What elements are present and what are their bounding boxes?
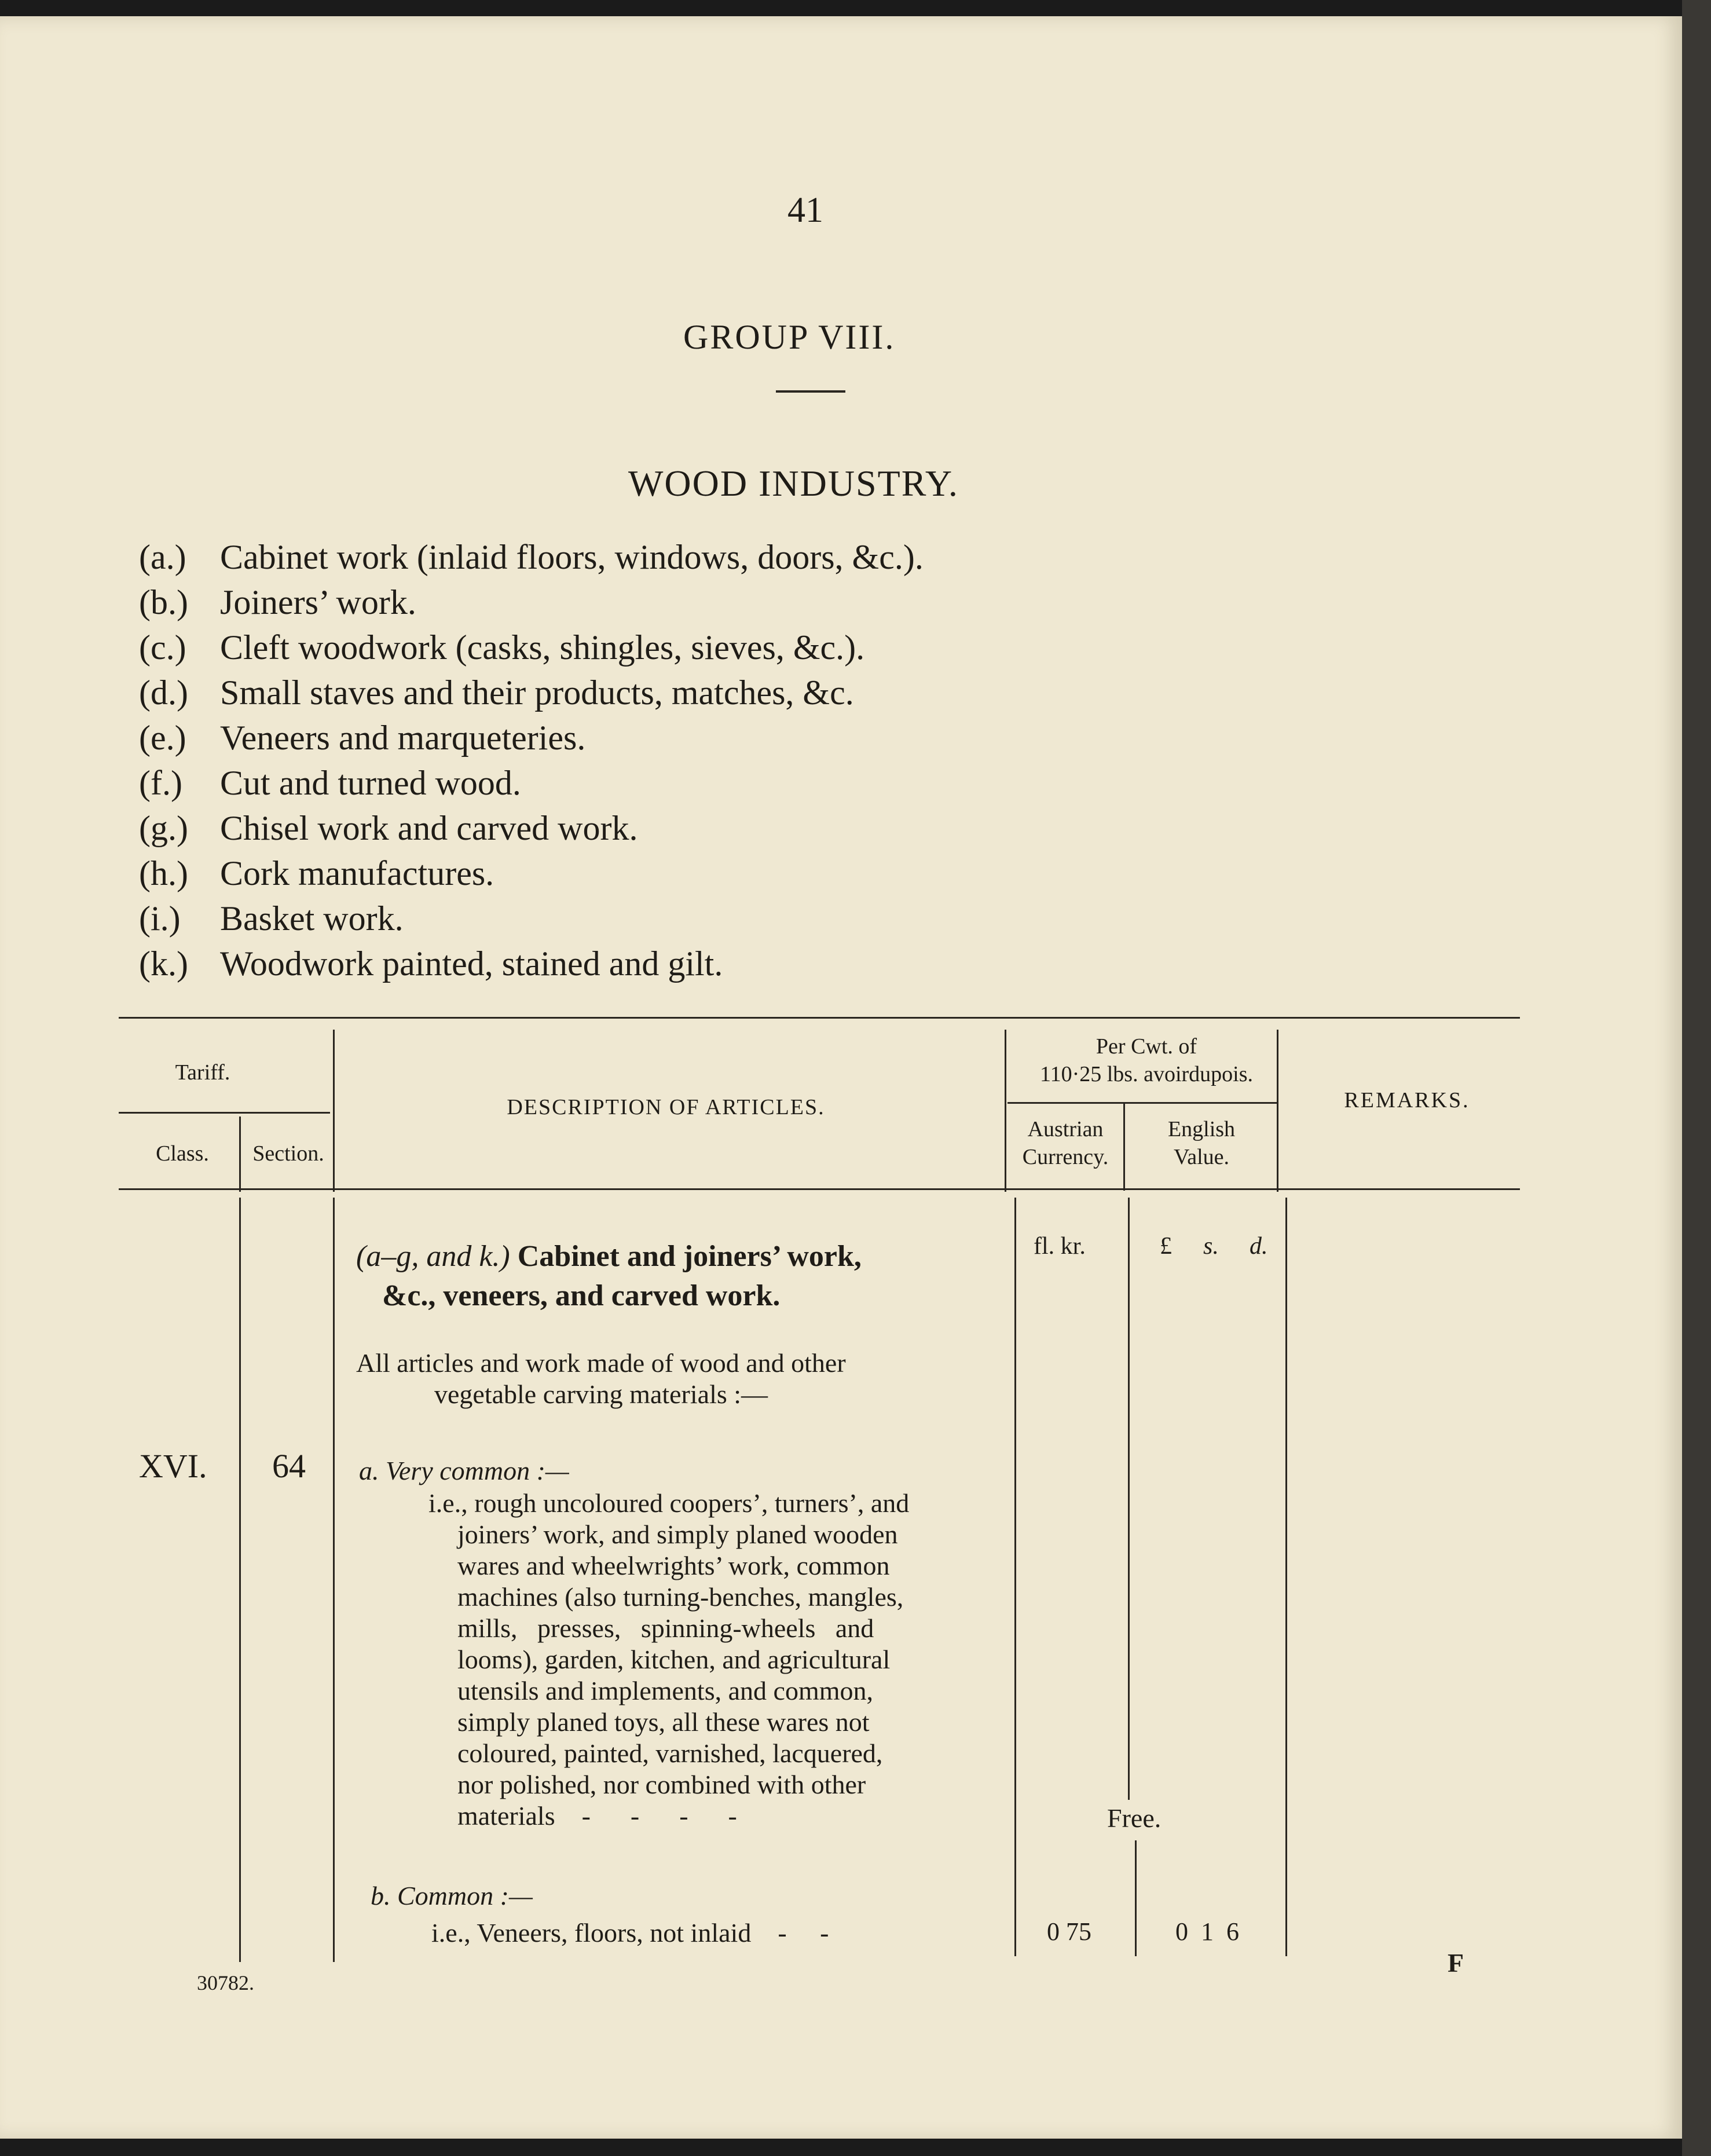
category-text: Woodwork painted, stained and gilt. (220, 945, 723, 983)
unit-pence: d. (1250, 1233, 1268, 1260)
header-description: DESCRIPTION OF ARTICLES. (507, 1095, 825, 1119)
category-letter: (h.) (139, 854, 188, 892)
unit-shilling: s. (1203, 1233, 1219, 1260)
unit-austrian: fl. kr. (1034, 1233, 1086, 1260)
entry-heading-line2: &c., veneers, and carved work. (382, 1279, 781, 1312)
document-page (0, 16, 1682, 2139)
sub-a-line-5: mills, presses, spinning-wheels and (457, 1613, 874, 1643)
category-letter: (c.) (139, 628, 186, 667)
category-item (139, 806, 924, 851)
description-left-divider (333, 1198, 335, 1962)
sub-b-line: i.e., Veneers, floors, not inlaid - - (431, 1918, 829, 1948)
sub-a-line-2: joiners’ work, and simply planed wooden (457, 1520, 898, 1549)
sub-a-line-7: utensils and implements, and common, (457, 1676, 874, 1705)
header-class: Class. (156, 1141, 209, 1166)
category-text: Joiners’ work. (220, 583, 416, 621)
category-text: Basket work. (220, 899, 404, 938)
category-text: Small staves and their products, matches, &c. (220, 673, 854, 712)
entry-heading-line1 (356, 1238, 862, 1275)
header-per-cwt-line2: 110·25 lbs. avoirdupois. (1039, 1062, 1253, 1086)
header-english-line1: English (1167, 1117, 1236, 1141)
sub-a-line-1: i.e., rough uncoloured coopers’, turners’, and (428, 1488, 910, 1518)
sub-a-line-10: nor polished, nor combined with other (457, 1770, 866, 1799)
austrian-english-divider-lower (1135, 1840, 1137, 1956)
sub-b-austrian-value: 0 75 (1047, 1917, 1091, 1946)
category-item (139, 851, 924, 896)
sub-a-line-11: materials - - - - (457, 1801, 737, 1831)
category-item (139, 896, 924, 941)
header-english-line2: Value. (1173, 1145, 1230, 1169)
austrian-english-divider (1128, 1198, 1130, 1800)
footer-code: 30782. (197, 1971, 254, 1994)
entry-intro-line1: All articles and work made of wood and other (356, 1348, 846, 1378)
category-item (139, 941, 924, 986)
header-remarks: REMARKS. (1344, 1088, 1470, 1112)
sub-a-line-9: coloured, painted, varnished, lacquered, (457, 1738, 883, 1768)
header-section: Section. (252, 1141, 324, 1166)
header-per-cwt-line1: Per Cwt. of (1096, 1034, 1197, 1059)
class-section-divider-header (239, 1117, 241, 1192)
sub-a-line-4: machines (also turning-benches, mangles, (457, 1582, 904, 1612)
header-austrian-line1: Austrian (1027, 1117, 1104, 1141)
category-letter: (d.) (139, 673, 188, 712)
description-left-divider-header (333, 1030, 335, 1192)
table-header-bottom-rule (119, 1188, 1520, 1190)
tariff-subrule (119, 1112, 330, 1114)
remarks-left-divider-header (1277, 1030, 1278, 1192)
remarks-left-divider (1285, 1198, 1287, 1956)
entry-section: 64 (272, 1447, 306, 1485)
category-letter: (e.) (139, 719, 186, 757)
category-text: Cut and turned wood. (220, 764, 521, 802)
group-title: GROUP VIII. (683, 318, 896, 356)
category-item (139, 760, 924, 806)
signature-mark: F (1448, 1948, 1464, 1978)
category-letter: (f.) (139, 764, 182, 802)
category-item (139, 625, 924, 670)
sub-a-value: Free. (1107, 1803, 1162, 1833)
sub-a-line-3: wares and wheelwrights’ work, common (457, 1551, 890, 1580)
category-text: Cork manufactures. (220, 854, 494, 892)
category-item (139, 715, 924, 760)
category-letter: (g.) (139, 809, 188, 847)
austrian-left-divider (1014, 1198, 1016, 1956)
header-austrian-line2: Currency. (1022, 1145, 1109, 1169)
category-item (139, 580, 924, 625)
page-number: 41 (787, 191, 823, 230)
table-top-rule (119, 1017, 1520, 1019)
austrian-left-divider-header (1005, 1030, 1006, 1192)
sub-a-label: a. Very common :— (359, 1456, 569, 1485)
entry-heading-text: Cabinet and joiners’ work, (517, 1240, 862, 1273)
category-text: Cleft woodwork (casks, shingles, sieves, &c.). (220, 628, 865, 667)
title-rule (776, 390, 845, 393)
category-list (139, 535, 924, 986)
category-letter: (k.) (139, 945, 188, 983)
category-letter: (i.) (139, 899, 181, 938)
category-letter: (b.) (139, 583, 188, 621)
sub-a-line-8: simply planed toys, all these wares not (457, 1707, 870, 1737)
entry-heading-prefix: (a–g, and k.) (356, 1240, 510, 1273)
category-item (139, 670, 924, 715)
category-item (139, 535, 924, 580)
unit-pound: £ (1160, 1233, 1172, 1260)
sub-b-english-value: 0 1 6 (1175, 1917, 1239, 1946)
header-tariff: Tariff. (175, 1060, 230, 1085)
section-title: WOOD INDUSTRY. (628, 463, 959, 504)
austrian-english-divider-header (1123, 1104, 1125, 1191)
category-text: Chisel work and carved work. (220, 809, 638, 847)
category-text: Cabinet work (inlaid floors, windows, doors, &c.). (220, 538, 924, 576)
category-letter: (a.) (139, 538, 186, 576)
entry-intro-line2: vegetable carving materials :— (434, 1379, 768, 1409)
book-binding-edge (1682, 0, 1711, 2156)
per-cwt-subrule (1007, 1102, 1277, 1104)
sub-a-line-6: looms), garden, kitchen, and agricultural (457, 1645, 891, 1674)
class-section-divider (239, 1198, 241, 1962)
entry-class: XVI. (139, 1447, 207, 1485)
sub-b-label: b. Common :— (371, 1881, 533, 1910)
category-text: Veneers and marqueteries. (220, 719, 586, 757)
